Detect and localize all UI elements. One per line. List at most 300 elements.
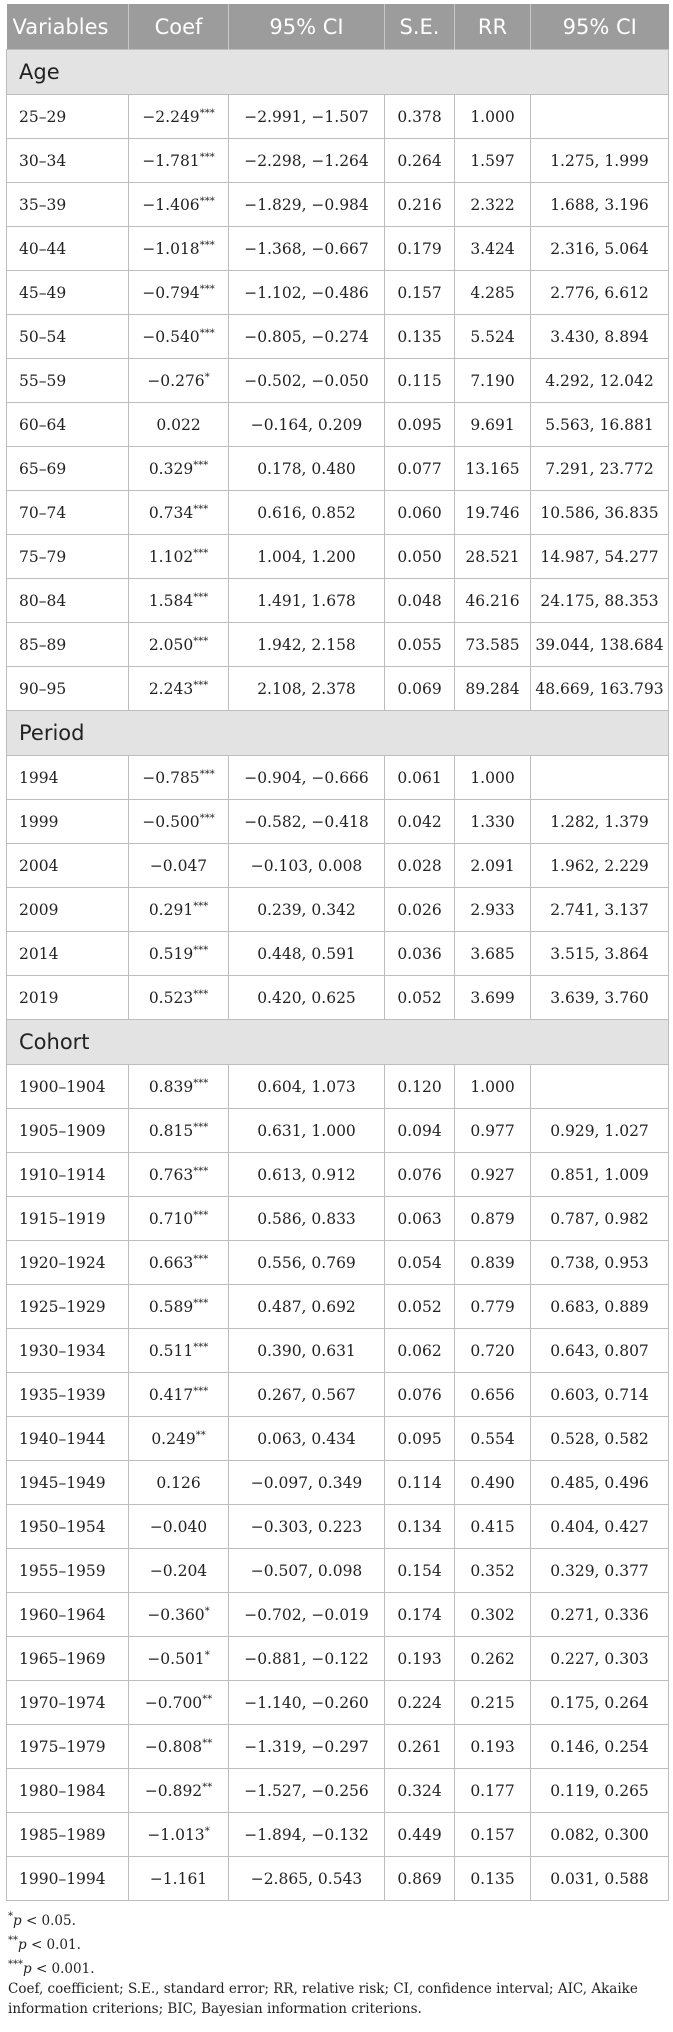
rr-ci-cell bbox=[531, 95, 669, 139]
variable-cell: 1920–1924 bbox=[7, 1241, 129, 1285]
rr-cell: 1.330 bbox=[455, 800, 531, 844]
table-row bbox=[7, 756, 669, 800]
significance-stars: *** bbox=[199, 768, 215, 780]
variable-cell: 1999 bbox=[7, 800, 129, 844]
coef-ci-cell: −0.805, −0.274 bbox=[229, 315, 385, 359]
coef-value: 0.523 bbox=[148, 988, 194, 1007]
se-cell: 0.869 bbox=[385, 1857, 455, 1901]
p-symbol: p bbox=[23, 1961, 32, 1977]
rr-cell: 19.746 bbox=[455, 491, 531, 535]
coef-value: 0.839 bbox=[148, 1077, 194, 1096]
rr-cell: 3.699 bbox=[455, 976, 531, 1020]
section-title: Period bbox=[7, 711, 669, 756]
se-cell: 0.026 bbox=[385, 888, 455, 932]
se-cell: 0.062 bbox=[385, 1329, 455, 1373]
table-row bbox=[7, 667, 669, 711]
se-cell: 0.063 bbox=[385, 1197, 455, 1241]
coef-cell bbox=[129, 1241, 229, 1285]
significance-stars: *** bbox=[199, 239, 215, 251]
rr-cell: 0.193 bbox=[455, 1725, 531, 1769]
se-cell: 0.028 bbox=[385, 844, 455, 888]
coef-value: 0.329 bbox=[148, 459, 194, 478]
rr-ci-cell: 0.146, 0.254 bbox=[531, 1725, 669, 1769]
significance-stars: *** bbox=[193, 1341, 209, 1353]
se-cell: 0.048 bbox=[385, 579, 455, 623]
rr-ci-cell: 5.563, 16.881 bbox=[531, 403, 669, 447]
rr-ci-cell: 7.291, 23.772 bbox=[531, 447, 669, 491]
coef-value: 0.417 bbox=[148, 1385, 194, 1404]
rr-ci-cell: 0.683, 0.889 bbox=[531, 1285, 669, 1329]
se-cell: 0.061 bbox=[385, 756, 455, 800]
table-row bbox=[7, 183, 669, 227]
coef-ci-cell: 0.390, 0.631 bbox=[229, 1329, 385, 1373]
significance-stars: ** bbox=[202, 1781, 213, 1793]
table-row bbox=[7, 623, 669, 667]
coef-ci-cell: −1.319, −0.297 bbox=[229, 1725, 385, 1769]
rr-ci-cell: 0.603, 0.714 bbox=[531, 1373, 669, 1417]
coef-value: −0.794 bbox=[142, 283, 200, 302]
rr-ci-cell: 0.929, 1.027 bbox=[531, 1109, 669, 1153]
significance-stars: *** bbox=[193, 679, 209, 691]
coef-value: −0.040 bbox=[149, 1517, 208, 1536]
coef-cell bbox=[129, 844, 229, 888]
coef-cell bbox=[129, 1681, 229, 1725]
coef-cell bbox=[129, 1637, 229, 1681]
variable-cell: 2004 bbox=[7, 844, 129, 888]
significance-stars: *** bbox=[193, 459, 209, 471]
rr-cell: 3.424 bbox=[455, 227, 531, 271]
significance-stars: *** bbox=[193, 944, 209, 956]
rr-ci-cell: 1.688, 3.196 bbox=[531, 183, 669, 227]
table-row bbox=[7, 491, 669, 535]
coef-ci-cell: −2.865, 0.543 bbox=[229, 1857, 385, 1901]
table-row bbox=[7, 1725, 669, 1769]
coef-cell bbox=[129, 403, 229, 447]
table-body bbox=[7, 50, 669, 1901]
coef-ci-cell: 0.420, 0.625 bbox=[229, 976, 385, 1020]
table-row bbox=[7, 932, 669, 976]
coef-value: −1.406 bbox=[142, 195, 200, 214]
se-cell: 0.134 bbox=[385, 1505, 455, 1549]
header-row bbox=[7, 4, 669, 50]
table-row bbox=[7, 1373, 669, 1417]
significance-stars: *** bbox=[193, 900, 209, 912]
coef-cell bbox=[129, 1417, 229, 1461]
significance-stars: ** bbox=[195, 1429, 206, 1441]
variable-cell: 1925–1929 bbox=[7, 1285, 129, 1329]
variable-cell: 1900–1904 bbox=[7, 1065, 129, 1109]
coef-ci-cell: 0.586, 0.833 bbox=[229, 1197, 385, 1241]
coef-cell bbox=[129, 756, 229, 800]
variable-cell: 75–79 bbox=[7, 535, 129, 579]
coef-value: −0.501 bbox=[147, 1649, 205, 1668]
significance-stars: * bbox=[204, 1649, 210, 1661]
coef-value: 2.243 bbox=[148, 679, 194, 698]
rr-ci-cell: 0.175, 0.264 bbox=[531, 1681, 669, 1725]
variable-cell: 1945–1949 bbox=[7, 1461, 129, 1505]
rr-cell: 0.352 bbox=[455, 1549, 531, 1593]
coef-ci-cell: −2.991, −1.507 bbox=[229, 95, 385, 139]
coef-value: −1.013 bbox=[147, 1825, 205, 1844]
rr-ci-cell: 3.639, 3.760 bbox=[531, 976, 669, 1020]
se-cell: 0.052 bbox=[385, 1285, 455, 1329]
rr-ci-cell: 1.282, 1.379 bbox=[531, 800, 669, 844]
section-title: Age bbox=[7, 50, 669, 95]
rr-cell: 5.524 bbox=[455, 315, 531, 359]
variable-cell: 1905–1909 bbox=[7, 1109, 129, 1153]
results-table-container bbox=[6, 4, 668, 2019]
coef-ci-cell: −0.881, −0.122 bbox=[229, 1637, 385, 1681]
coef-value: −0.700 bbox=[144, 1693, 203, 1712]
rr-cell: 2.322 bbox=[455, 183, 531, 227]
rr-cell: 9.691 bbox=[455, 403, 531, 447]
coef-cell bbox=[129, 227, 229, 271]
se-cell: 0.378 bbox=[385, 95, 455, 139]
rr-cell: 13.165 bbox=[455, 447, 531, 491]
coef-ci-cell: 0.063, 0.434 bbox=[229, 1417, 385, 1461]
coef-cell bbox=[129, 183, 229, 227]
variable-cell: 45–49 bbox=[7, 271, 129, 315]
coef-cell bbox=[129, 1769, 229, 1813]
coef-ci-cell: −0.164, 0.209 bbox=[229, 403, 385, 447]
rr-cell: 0.490 bbox=[455, 1461, 531, 1505]
coef-cell bbox=[129, 535, 229, 579]
coef-ci-cell: 0.556, 0.769 bbox=[229, 1241, 385, 1285]
section-row bbox=[7, 711, 669, 756]
rr-ci-cell: 0.485, 0.496 bbox=[531, 1461, 669, 1505]
significance-stars: *** bbox=[193, 635, 209, 647]
coef-cell bbox=[129, 95, 229, 139]
variable-cell: 1970–1974 bbox=[7, 1681, 129, 1725]
rr-ci-cell: 2.776, 6.612 bbox=[531, 271, 669, 315]
se-cell: 0.094 bbox=[385, 1109, 455, 1153]
variable-cell: 90–95 bbox=[7, 667, 129, 711]
table-row bbox=[7, 976, 669, 1020]
variable-cell: 25–29 bbox=[7, 95, 129, 139]
p-symbol: p bbox=[18, 1937, 27, 1953]
rr-cell: 73.585 bbox=[455, 623, 531, 667]
coef-cell bbox=[129, 579, 229, 623]
rr-ci-cell: 14.987, 54.277 bbox=[531, 535, 669, 579]
variable-cell: 1975–1979 bbox=[7, 1725, 129, 1769]
coef-ci-cell: −0.582, −0.418 bbox=[229, 800, 385, 844]
rr-cell: 1.597 bbox=[455, 139, 531, 183]
table-header bbox=[7, 4, 669, 50]
se-cell: 0.261 bbox=[385, 1725, 455, 1769]
coef-value: 0.511 bbox=[148, 1341, 194, 1360]
variable-cell: 40–44 bbox=[7, 227, 129, 271]
variable-cell: 1960–1964 bbox=[7, 1593, 129, 1637]
se-cell: 0.135 bbox=[385, 315, 455, 359]
se-cell: 0.216 bbox=[385, 183, 455, 227]
coef-value: 0.126 bbox=[156, 1473, 201, 1492]
rr-ci-cell: 39.044, 138.684 bbox=[531, 623, 669, 667]
coef-ci-cell: 0.613, 0.912 bbox=[229, 1153, 385, 1197]
significance-stars: *** bbox=[199, 812, 215, 824]
variable-cell: 1930–1934 bbox=[7, 1329, 129, 1373]
coef-value: −1.161 bbox=[149, 1869, 208, 1888]
significance-stars: * bbox=[204, 371, 210, 383]
rr-cell: 2.933 bbox=[455, 888, 531, 932]
table-row bbox=[7, 1197, 669, 1241]
se-cell: 0.120 bbox=[385, 1065, 455, 1109]
section-row bbox=[7, 50, 669, 95]
table-row bbox=[7, 1109, 669, 1153]
rr-ci-cell: 10.586, 36.835 bbox=[531, 491, 669, 535]
significance-stars: ** bbox=[202, 1693, 213, 1705]
significance-footnote bbox=[8, 1907, 668, 1931]
rr-ci-cell: 0.119, 0.265 bbox=[531, 1769, 669, 1813]
variable-cell: 1935–1939 bbox=[7, 1373, 129, 1417]
rr-ci-cell: 0.271, 0.336 bbox=[531, 1593, 669, 1637]
coef-ci-cell: −1.894, −0.132 bbox=[229, 1813, 385, 1857]
footnote-text: < 0.01. bbox=[26, 1937, 81, 1953]
rr-cell: 0.554 bbox=[455, 1417, 531, 1461]
rr-ci-cell: 0.643, 0.807 bbox=[531, 1329, 669, 1373]
footnote-text: < 0.001. bbox=[31, 1961, 95, 1977]
coef-ci-cell: 0.631, 1.000 bbox=[229, 1109, 385, 1153]
coef-ci-cell: −1.829, −0.984 bbox=[229, 183, 385, 227]
coef-cell bbox=[129, 1197, 229, 1241]
se-cell: 0.095 bbox=[385, 1417, 455, 1461]
rr-ci-cell: 2.316, 5.064 bbox=[531, 227, 669, 271]
coef-value: −2.249 bbox=[142, 107, 200, 126]
table-row bbox=[7, 315, 669, 359]
coef-ci-cell: −1.368, −0.667 bbox=[229, 227, 385, 271]
rr-cell: 3.685 bbox=[455, 932, 531, 976]
variable-cell: 1940–1944 bbox=[7, 1417, 129, 1461]
coef-ci-cell: 2.108, 2.378 bbox=[229, 667, 385, 711]
se-cell: 0.076 bbox=[385, 1153, 455, 1197]
significance-stars: *** bbox=[193, 1297, 209, 1309]
coef-cell bbox=[129, 932, 229, 976]
rr-cell: 4.285 bbox=[455, 271, 531, 315]
rr-ci-cell: 0.031, 0.588 bbox=[531, 1857, 669, 1901]
se-cell: 0.054 bbox=[385, 1241, 455, 1285]
coef-value: −1.018 bbox=[142, 239, 200, 258]
coef-value: −0.540 bbox=[142, 327, 200, 346]
table-row bbox=[7, 139, 669, 183]
se-cell: 0.114 bbox=[385, 1461, 455, 1505]
coef-value: −0.500 bbox=[142, 812, 200, 831]
rr-cell: 89.284 bbox=[455, 667, 531, 711]
significance-stars: * bbox=[204, 1825, 210, 1837]
significance-stars: *** bbox=[199, 107, 215, 119]
table-row bbox=[7, 95, 669, 139]
footnote-text: < 0.05. bbox=[21, 1913, 76, 1929]
table-row bbox=[7, 1417, 669, 1461]
variable-cell: 70–74 bbox=[7, 491, 129, 535]
rr-cell: 0.177 bbox=[455, 1769, 531, 1813]
rr-ci-cell: 0.787, 0.982 bbox=[531, 1197, 669, 1241]
rr-cell: 0.879 bbox=[455, 1197, 531, 1241]
footnote-stars: ** bbox=[8, 1935, 18, 1946]
p-symbol: p bbox=[13, 1913, 22, 1929]
table-row bbox=[7, 1241, 669, 1285]
coef-cell bbox=[129, 1549, 229, 1593]
coef-cell bbox=[129, 491, 229, 535]
variable-cell: 1985–1989 bbox=[7, 1813, 129, 1857]
table-row bbox=[7, 800, 669, 844]
se-cell: 0.449 bbox=[385, 1813, 455, 1857]
se-cell: 0.069 bbox=[385, 667, 455, 711]
variable-cell: 65–69 bbox=[7, 447, 129, 491]
table-row bbox=[7, 1461, 669, 1505]
variable-cell: 55–59 bbox=[7, 359, 129, 403]
variable-cell: 1980–1984 bbox=[7, 1769, 129, 1813]
coef-value: 0.589 bbox=[148, 1297, 194, 1316]
coef-cell bbox=[129, 1373, 229, 1417]
table-row bbox=[7, 1549, 669, 1593]
coef-ci-cell: 1.491, 1.678 bbox=[229, 579, 385, 623]
rr-ci-cell: 0.738, 0.953 bbox=[531, 1241, 669, 1285]
rr-cell: 28.521 bbox=[455, 535, 531, 579]
coef-cell bbox=[129, 1065, 229, 1109]
table-row bbox=[7, 1769, 669, 1813]
coef-value: −1.781 bbox=[142, 151, 200, 170]
rr-ci-cell: 2.741, 3.137 bbox=[531, 888, 669, 932]
se-cell: 0.076 bbox=[385, 1373, 455, 1417]
coef-value: 0.710 bbox=[148, 1209, 194, 1228]
header-rr-ci: 95% CI bbox=[531, 4, 669, 50]
coef-value: −0.808 bbox=[144, 1737, 203, 1756]
se-cell: 0.060 bbox=[385, 491, 455, 535]
rr-cell: 0.779 bbox=[455, 1285, 531, 1329]
coef-cell bbox=[129, 800, 229, 844]
significance-stars: *** bbox=[199, 151, 215, 163]
table-row bbox=[7, 1153, 669, 1197]
se-cell: 0.324 bbox=[385, 1769, 455, 1813]
se-cell: 0.050 bbox=[385, 535, 455, 579]
variable-cell: 1950–1954 bbox=[7, 1505, 129, 1549]
coef-cell bbox=[129, 976, 229, 1020]
rr-cell: 0.839 bbox=[455, 1241, 531, 1285]
table-row bbox=[7, 227, 669, 271]
significance-stars: *** bbox=[193, 1253, 209, 1265]
rr-ci-cell bbox=[531, 756, 669, 800]
table-footnotes bbox=[6, 1907, 668, 2019]
significance-stars: *** bbox=[193, 1209, 209, 1221]
coef-ci-cell: −0.097, 0.349 bbox=[229, 1461, 385, 1505]
rr-cell: 0.157 bbox=[455, 1813, 531, 1857]
coef-ci-cell: 0.487, 0.692 bbox=[229, 1285, 385, 1329]
table-row bbox=[7, 1065, 669, 1109]
table-row bbox=[7, 1593, 669, 1637]
abbreviations-footnote: Coef, coefficient; S.E., standard error; RR, relative risk; CI, confidence interval; AIC, Akaike information criterions; BIC, Bayesian information criterions. bbox=[8, 1981, 638, 2017]
rr-cell: 2.091 bbox=[455, 844, 531, 888]
se-cell: 0.154 bbox=[385, 1549, 455, 1593]
coef-value: 0.734 bbox=[148, 503, 194, 522]
coef-cell bbox=[129, 667, 229, 711]
coef-cell bbox=[129, 1725, 229, 1769]
variable-cell: 80–84 bbox=[7, 579, 129, 623]
coef-ci-cell: 0.178, 0.480 bbox=[229, 447, 385, 491]
coef-cell bbox=[129, 1285, 229, 1329]
coef-ci-cell: −0.103, 0.008 bbox=[229, 844, 385, 888]
rr-ci-cell: 1.962, 2.229 bbox=[531, 844, 669, 888]
table-row bbox=[7, 1681, 669, 1725]
coef-cell bbox=[129, 139, 229, 183]
table-row bbox=[7, 844, 669, 888]
header-rr: RR bbox=[455, 4, 531, 50]
coef-value: 0.763 bbox=[148, 1165, 194, 1184]
significance-stars: ** bbox=[202, 1737, 213, 1749]
coef-ci-cell: −0.502, −0.050 bbox=[229, 359, 385, 403]
coef-cell bbox=[129, 1461, 229, 1505]
rr-cell: 0.302 bbox=[455, 1593, 531, 1637]
significance-stars: *** bbox=[193, 988, 209, 1000]
coef-value: 1.102 bbox=[148, 547, 194, 566]
rr-ci-cell: 0.851, 1.009 bbox=[531, 1153, 669, 1197]
significance-stars: *** bbox=[193, 503, 209, 515]
variable-cell: 2019 bbox=[7, 976, 129, 1020]
significance-stars: *** bbox=[193, 1385, 209, 1397]
table-row bbox=[7, 535, 669, 579]
coef-value: 0.249 bbox=[151, 1429, 196, 1448]
coef-ci-cell: −0.507, 0.098 bbox=[229, 1549, 385, 1593]
coef-cell bbox=[129, 1505, 229, 1549]
coef-ci-cell: −1.527, −0.256 bbox=[229, 1769, 385, 1813]
footnote-stars: *** bbox=[8, 1959, 23, 1970]
rr-ci-cell: 0.329, 0.377 bbox=[531, 1549, 669, 1593]
coef-value: −0.785 bbox=[142, 768, 200, 787]
significance-stars: *** bbox=[193, 1121, 209, 1133]
se-cell: 0.157 bbox=[385, 271, 455, 315]
table-row bbox=[7, 1505, 669, 1549]
coef-value: −0.276 bbox=[147, 371, 205, 390]
table-row bbox=[7, 271, 669, 315]
rr-ci-cell: 3.430, 8.894 bbox=[531, 315, 669, 359]
coef-cell bbox=[129, 1109, 229, 1153]
coef-value: 0.519 bbox=[148, 944, 194, 963]
significance-stars: *** bbox=[193, 591, 209, 603]
table-row bbox=[7, 888, 669, 932]
rr-ci-cell: 0.404, 0.427 bbox=[531, 1505, 669, 1549]
rr-ci-cell: 0.227, 0.303 bbox=[531, 1637, 669, 1681]
rr-ci-cell: 24.175, 88.353 bbox=[531, 579, 669, 623]
significance-stars: *** bbox=[199, 327, 215, 339]
significance-stars: *** bbox=[199, 283, 215, 295]
coef-cell bbox=[129, 1153, 229, 1197]
coef-ci-cell: −1.140, −0.260 bbox=[229, 1681, 385, 1725]
table-row bbox=[7, 1857, 669, 1901]
rr-cell: 1.000 bbox=[455, 1065, 531, 1109]
table-row bbox=[7, 1285, 669, 1329]
rr-cell: 0.135 bbox=[455, 1857, 531, 1901]
coef-ci-cell: 0.267, 0.567 bbox=[229, 1373, 385, 1417]
coef-cell bbox=[129, 623, 229, 667]
coef-value: 0.663 bbox=[148, 1253, 194, 1272]
se-cell: 0.077 bbox=[385, 447, 455, 491]
table-row bbox=[7, 447, 669, 491]
se-cell: 0.264 bbox=[385, 139, 455, 183]
coef-value: −0.204 bbox=[149, 1561, 208, 1580]
rr-cell: 0.215 bbox=[455, 1681, 531, 1725]
significance-stars: *** bbox=[193, 1077, 209, 1089]
variable-cell: 50–54 bbox=[7, 315, 129, 359]
coef-cell bbox=[129, 315, 229, 359]
coef-ci-cell: 1.942, 2.158 bbox=[229, 623, 385, 667]
rr-ci-cell: 3.515, 3.864 bbox=[531, 932, 669, 976]
coef-ci-cell: −0.904, −0.666 bbox=[229, 756, 385, 800]
section-row bbox=[7, 1020, 669, 1065]
rr-ci-cell: 1.275, 1.999 bbox=[531, 139, 669, 183]
variable-cell: 2009 bbox=[7, 888, 129, 932]
variable-cell: 30–34 bbox=[7, 139, 129, 183]
section-title: Cohort bbox=[7, 1020, 669, 1065]
variable-cell: 60–64 bbox=[7, 403, 129, 447]
se-cell: 0.052 bbox=[385, 976, 455, 1020]
